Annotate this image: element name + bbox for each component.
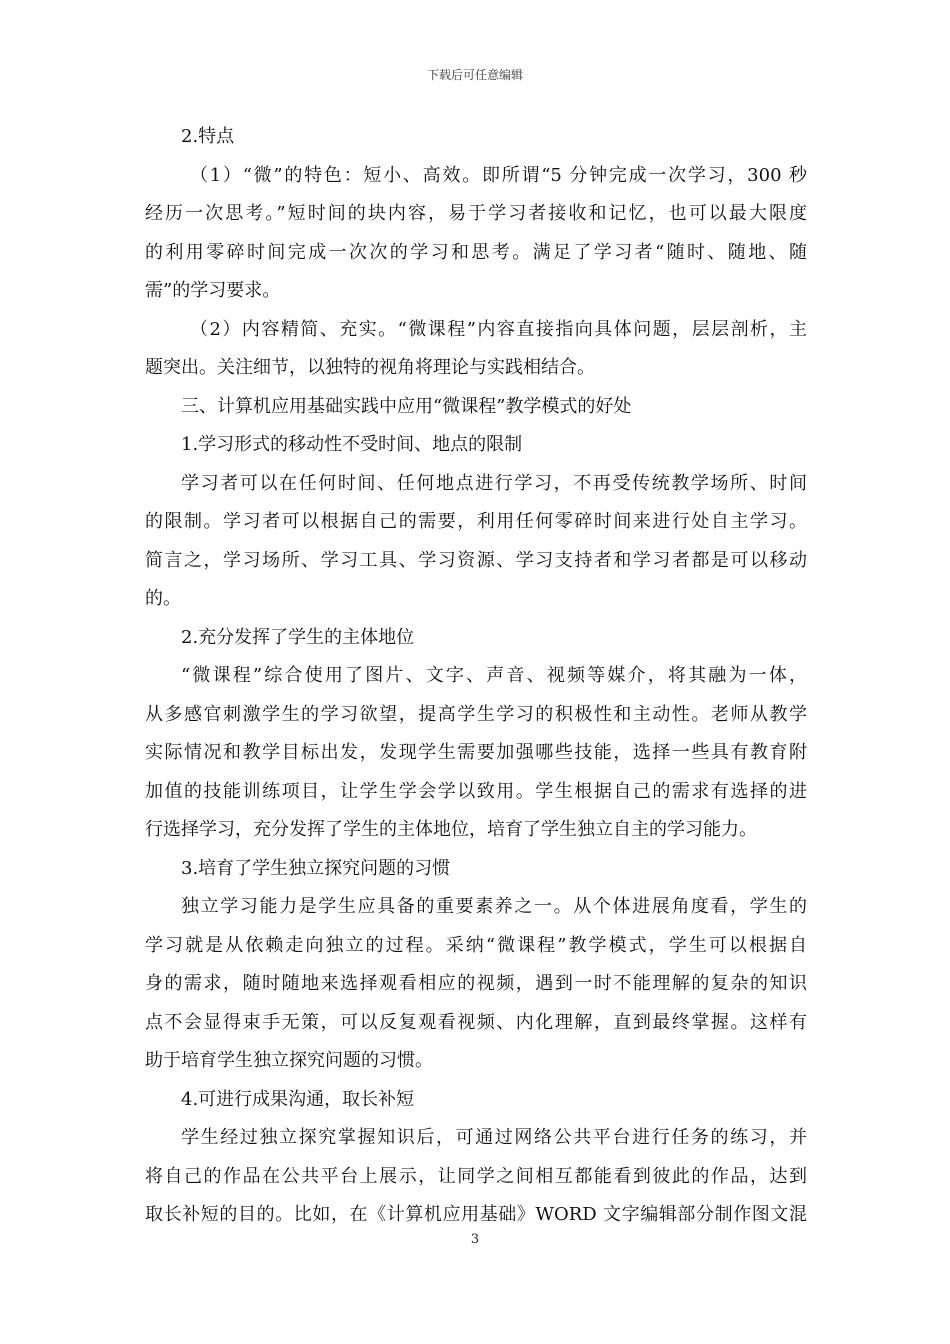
text-line: 学习者可以在任何时间、任何地点进行学习，不再受传统教学场所、时间 xyxy=(181,472,807,494)
text-line: 2.充分发挥了学生的主体地位 xyxy=(181,626,415,648)
text-line: 的利用零碎时间完成一次次的学习和思考。满足了学习者“随时、随地、随 xyxy=(145,241,807,263)
text-line: 点不会显得束手无策，可以反复观看视频、内化理解，直到最终掌握。这样有 xyxy=(145,1011,807,1033)
text-line: 取长补短的目的。比如，在《计算机应用基础》WORD 文字编辑部分制作图文混 xyxy=(145,1204,807,1225)
text-line: 的。 xyxy=(145,588,181,609)
text-line: 题突出。关注细节，以独特的视角将理论与实践相结合。 xyxy=(145,357,595,378)
text-line: 加值的技能训练项目，让学生学会学以致用。学生根据自己的需求有选择的进 xyxy=(145,780,807,802)
text-line: 1.学习形式的移动性不受时间、地点的限制 xyxy=(181,434,523,455)
text-line: 需”的学习要求。 xyxy=(145,280,281,301)
text-line: 实际情况和教学目标出发，发现学生需要加强哪些技能，选择一些具有教育附 xyxy=(145,742,807,763)
text-line: 学生经过独立探究掌握知识后，可通过网络公共平台进行任务的练习，并 xyxy=(181,1127,807,1148)
text-line: 将自己的作品在公共平台上展示，让同学之间相互都能看到彼此的作品，达到 xyxy=(145,1165,807,1187)
text-line: 3.培育了学生独立探究问题的习惯 xyxy=(181,857,451,879)
text-line: 简言之，学习场所、学习工具、学习资源、学习支持者和学习者都是可以移动 xyxy=(145,549,807,571)
page-number: 3 xyxy=(470,1232,480,1247)
text-line: 三、计算机应用基础实践中应用“微课程”教学模式的好处 xyxy=(181,395,632,417)
text-line: 从多感官刺激学生的学习欲望，提高学生学习的积极性和主动性。老师从教学 xyxy=(145,703,807,725)
text-line: 行选择学习，充分发挥了学生的主体地位，培育了学生独立自主的学习能力。 xyxy=(145,819,757,840)
document-body xyxy=(145,118,807,1235)
text-line: 的限制。学习者可以根据自己的需要，利用任何零碎时间来进行处自主学习。 xyxy=(145,511,807,532)
text-line: 学习就是从依赖走向独立的过程。采纳“微课程”教学模式，学生可以根据自 xyxy=(145,934,807,956)
text-line: “微课程”综合使用了图片、文字、声音、视频等媒介，将其融为一体， xyxy=(181,665,807,686)
text-line: 4.可进行成果沟通，取长补短 xyxy=(181,1088,415,1110)
text-line: （1）“微”的特色：短小、高效。即所谓“5 分钟完成一次学习，300 秒 xyxy=(190,164,807,186)
text-line: 2.特点 xyxy=(181,126,235,147)
text-line: （2）内容精简、充实。“微课程”内容直接指向具体问题，层层剖析，主 xyxy=(190,318,807,340)
text-line: 身的需求，随时随地来选择观看相应的视频，遇到一时不能理解的复杂的知识 xyxy=(145,973,807,994)
text-line: 独立学习能力是学生应具备的重要素养之一。从个体进展角度看，学生的 xyxy=(181,896,807,917)
page-header: 下载后可任意编辑 xyxy=(426,68,523,82)
text-line: 经历一次思考。”短时间的块内容，易于学习者接收和记忆，也可以最大限度 xyxy=(145,203,807,224)
text-line: 助于培育学生独立探究问题的习惯。 xyxy=(145,1050,433,1071)
